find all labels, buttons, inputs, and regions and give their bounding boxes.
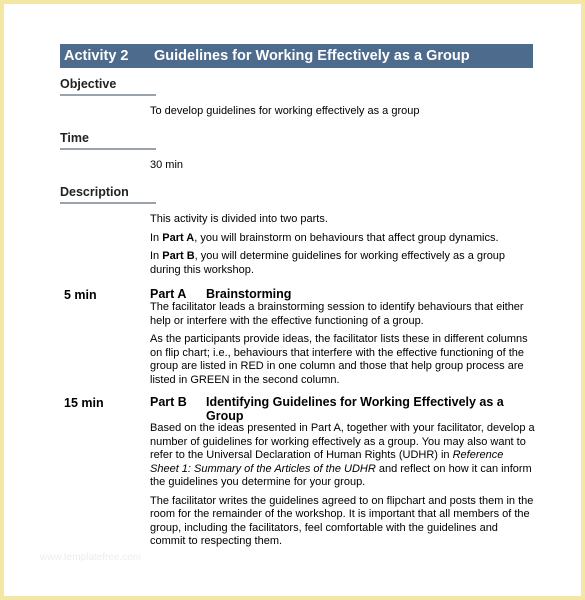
part-a-body [150, 301, 535, 387]
part-b-paragraph-1: Based on the ideas presented in Part A, together with your facilitator, develop a number of guidelines for working effectively as a group. You may also want to refer to the Universal Declaration of Human Rights (UDHR) in Reference Sheet 1: Summary of the Articles of the UDHR and reflect on how it can inform the guidelines you determine for your group. [150, 422, 535, 488]
watermark: www.templatefree.com [40, 552, 142, 563]
part-a-name: Brainstorming [206, 287, 292, 301]
part-a-heading [150, 288, 535, 302]
document-page [4, 4, 581, 596]
objective-paragraph: To develop guidelines for working effectively as a group [150, 105, 420, 117]
part-a-paragraph-1: The facilitator leads a brainstorming session to identify behaviours that either help or interfere with the effective functioning of a group. [150, 301, 524, 327]
part-a-paragraph-2: As the participants provide ideas, the facilitator lists these in different columns on flip chart; i.e., behaviours that interfere with the effective functioning of the group are listed in RED in one column and those that help group process are listed in GREEN in the second column. [150, 333, 528, 386]
activity-title: Guidelines for Working Effectively as a Group [154, 48, 470, 64]
part-b-name: Identifying Guidelines for Working Effectively as a Group [206, 395, 504, 423]
description-part-a: In Part A, you will brainstorm on behaviours that affect group dynamics. [150, 231, 499, 244]
time-paragraph: 30 min [150, 159, 184, 171]
activity-title-bar [60, 44, 533, 68]
description-part-b: In Part B, you will determine guidelines for working effectively as a group during this workshop. [150, 250, 506, 276]
part-a-duration: 5 min [64, 288, 97, 302]
objective-heading: Objective [60, 77, 156, 96]
description-heading: Description [60, 185, 156, 204]
part-b-id: Part B [150, 395, 187, 409]
part-b-duration: 15 min [64, 396, 104, 410]
part-b-heading [150, 396, 535, 424]
description-intro: This activity is divided into two parts. [150, 213, 328, 225]
objective-text [150, 105, 535, 119]
description-text [150, 213, 535, 277]
activity-number: Activity 2 [64, 48, 129, 64]
time-heading: Time [60, 131, 156, 150]
part-a-id: Part A [150, 287, 187, 301]
part-b-paragraph-2: The facilitator writes the guidelines agreed to on flipchart and posts them in the room for the remainder of the workshop. It is important that all members of the group, including the facilitators, feel comfortable with the guidelines and commit to respecting them. [150, 494, 534, 547]
time-text [150, 159, 535, 173]
part-b-body [150, 422, 535, 549]
